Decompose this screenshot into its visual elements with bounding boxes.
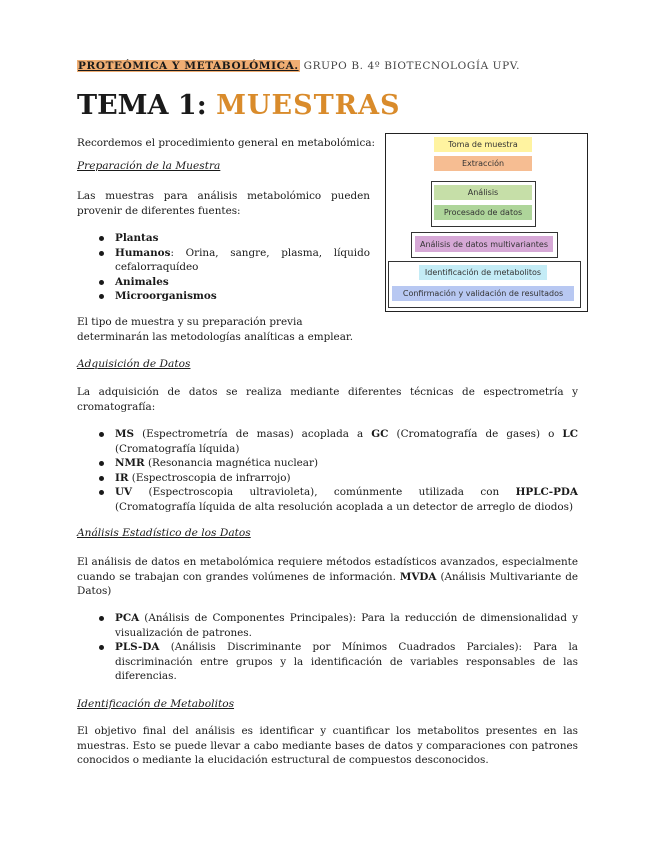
list-item: UV (Espectroscopia ultravioleta), comúnmente utilizada con HPLC-PDA (Cromatografía líquida de alta resolución acoplada a un detector de arreglo de diodos) [115,486,578,513]
list-item: Humanos: Orina, sangre, plasma, líquido cefalorraquídeo [115,246,370,274]
prep-paragraph: Las muestras para análisis metabolómico pueden provenir de diferentes fuentes: [77,190,370,217]
list-item: Microorganismos [115,289,370,304]
ident-paragraph: El objetivo final del análisis es identificar y cuantificar los metabolitos presentes en las muestras. Esto se puede llevar a cabo mediante bases de datos y comparaciones con patrones conocidos o mediante la elucidación estructural de compuestos desconocidos. [77,725,578,767]
list-item: IR (Espectroscopia de infrarrojo) [115,471,578,486]
list-item: Animales [115,275,370,290]
section-heading-stat: Análisis Estadístico de los Datos [77,527,251,539]
diagram-step: Confirmación y validación de resultados [392,286,574,301]
section-heading-acq: Adquisición de Datos [77,358,191,370]
document-header [77,60,520,72]
metabolomics-workflow-diagram [385,133,588,312]
diagram-step: Análisis de datos multivariantes [415,236,553,252]
stat-methods-list [77,611,578,684]
list-item: Plantas [115,231,370,246]
page-title [77,90,401,121]
diagram-step: Procesado de datos [434,205,532,220]
diagram-step: Análisis [434,185,532,200]
sample-sources-list [77,231,370,304]
title-prefix: TEMA 1: [77,90,217,121]
acq-paragraph: La adquisición de datos se realiza mediante diferentes técnicas de espectrometría y cromatografía: [77,386,578,413]
stat-paragraph: El análisis de datos en metabolómica requiere métodos estadísticos avanzados, especialmente cuando se trabajan con grandes volúmenes de información. MVDA (Análisis Multivariante de Datos) [77,556,578,598]
diagram-step: Extracción [434,156,532,171]
header-highlight: PROTEÓMICA Y METABOLÓMICA. [78,60,299,72]
title-accent: MUESTRAS [216,90,401,121]
techniques-list [77,427,578,515]
list-item: NMR (Resonancia magnética nuclear) [115,456,578,471]
diagram-step: Toma de muestra [434,137,532,152]
prep-conclusion: El tipo de muestra y su preparación previa determinarán las metodologías analíticas a emplear. [77,316,354,343]
section-heading-ident: Identificación de Metabolitos [77,698,235,710]
list-item: PLS-DA (Análisis Discriminante por Mínimos Cuadrados Parciales): Para la discriminación entre grupos y la identificación de variables responsables de las diferencias. [115,641,578,683]
list-item: PCA (Análisis de Componentes Principales): Para la reducción de dimensionalidad y visualización de patrones. [115,612,578,639]
list-item: MS (Espectrometría de masas) acoplada a GC (Cromatografía de gases) o LC (Cromatografía líquida) [115,428,578,455]
header-course: GRUPO B. 4º BIOTECNOLOGÍA UPV. [299,60,521,72]
intro-text: Recordemos el procedimiento general en metabolómica: [77,137,376,149]
section-heading-prep: Preparación de la Muestra [77,160,221,172]
diagram-step: Identificación de metabolitos [419,265,547,280]
